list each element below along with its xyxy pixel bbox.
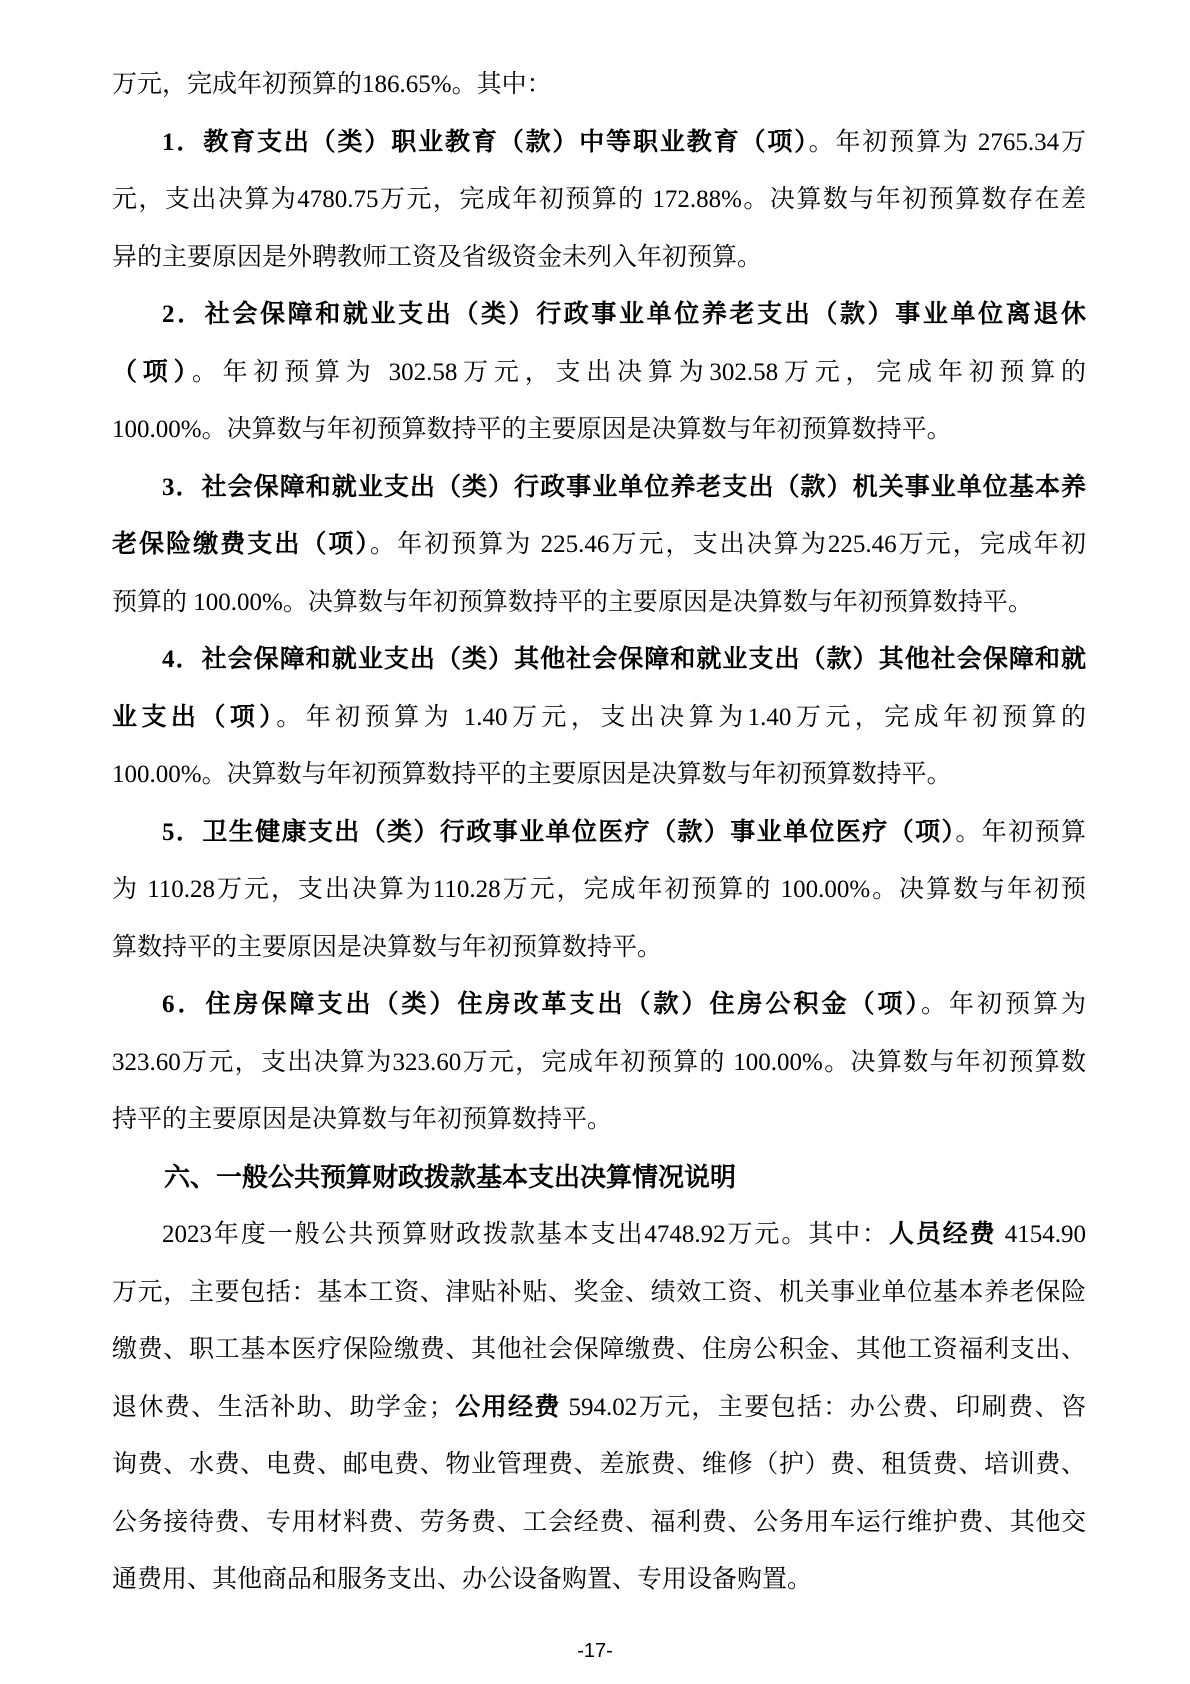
document-line xyxy=(112,286,1086,344)
text-run: 100.00%。决算数与年初预算数持平的主要原因是决算数与年初预算数持平。 xyxy=(112,761,952,788)
document-line xyxy=(112,804,1086,862)
text-run: 594.02万元，主要包括：办公费、印刷费、咨 xyxy=(560,1393,1086,1421)
paragraph xyxy=(112,976,1086,1149)
text-run: 。年初预算为 2765.34万 xyxy=(808,128,1086,156)
document-line xyxy=(112,1264,1086,1322)
document-line xyxy=(112,1551,1086,1609)
document-line xyxy=(112,861,1086,919)
paragraph xyxy=(112,56,1086,114)
text-run: 预算的 100.00%。决算数与年初预算数持平的主要原因是决算数与年初预算数持平。 xyxy=(112,588,1033,616)
text-run: 100.00%。决算数与年初预算数持平的主要原因是决算数与年初预算数持平。 xyxy=(112,416,952,443)
paragraph xyxy=(112,459,1086,632)
paragraph xyxy=(112,804,1086,977)
text-run: 公用经费 xyxy=(453,1393,561,1421)
document-line xyxy=(112,1436,1086,1494)
document-line xyxy=(112,574,1086,632)
text-run: 异的主要原因是外聘教师工资及省级资金未列入年初预算。 xyxy=(112,243,763,271)
paragraph xyxy=(112,631,1086,804)
paragraph xyxy=(112,1206,1086,1609)
paragraph xyxy=(112,286,1086,459)
text-run: 元，支出决算为4780.75万元，完成年初预算的 172.88%。决算数与年初预算数存在差 xyxy=(112,186,1086,213)
text-run: 缴费、职工基本医疗保险缴费、其他社会保障缴费、住房公积金、其他工资福利支出、 xyxy=(112,1336,1086,1363)
text-run: 为 110.28万元，支出决算为110.28万元，完成年初预算的 100.00%。决算数与年初预 xyxy=(112,876,1086,903)
document-line xyxy=(112,1321,1086,1379)
text-run: 2．社会保障和就业支出（类）行政事业单位养老支出（款）事业单位离退休 xyxy=(162,301,1086,328)
document-line xyxy=(112,459,1086,517)
document-line xyxy=(112,56,1086,114)
text-run: 人员经费 xyxy=(888,1221,997,1248)
document-line xyxy=(112,516,1086,574)
document-line xyxy=(112,1206,1086,1264)
document-line xyxy=(112,1149,1086,1207)
text-run: 4．社会保障和就业支出（类）其他社会保障和就业支出（款）其他社会保障和就 xyxy=(162,646,1086,673)
document-line xyxy=(112,631,1086,689)
text-run: 6．住房保障支出（类）住房改革支出（款）住房公积金（项） xyxy=(162,991,921,1018)
document-line xyxy=(112,401,1086,459)
document-line xyxy=(112,1091,1086,1149)
text-run: 。年初预算为 xyxy=(920,991,1086,1018)
document-line xyxy=(112,1494,1086,1552)
text-run: 。年初预算 xyxy=(955,818,1086,846)
text-run: 5．卫生健康支出（类）行政事业单位医疗（款）事业单位医疗（项） xyxy=(162,818,956,846)
document-line xyxy=(112,919,1086,977)
text-run: 老保险缴费支出（项） xyxy=(112,531,371,558)
document-line xyxy=(112,229,1086,287)
document-line xyxy=(112,114,1086,172)
text-run: 1．教育支出（类）职业教育（款）中等职业教育（项） xyxy=(162,128,809,156)
document-line xyxy=(112,1379,1086,1437)
text-run: 4154.90 xyxy=(996,1221,1086,1248)
text-run: 公务接待费、专用材料费、劳务费、工会经费、福利费、公务用车运行维护费、其他交 xyxy=(112,1508,1086,1536)
paragraph xyxy=(112,114,1086,287)
text-run: （项） xyxy=(112,358,192,386)
text-run: 持平的主要原因是决算数与年初预算数持平。 xyxy=(112,1106,613,1133)
text-run: 通费用、其他商品和服务支出、办公设备购置、专用设备购置。 xyxy=(112,1566,813,1593)
page-number: -17- xyxy=(577,1640,613,1662)
text-run: 。年初预算为 1.40万元，支出决算为1.40万元，完成年初预算的 xyxy=(276,703,1086,731)
text-run: 六、一般公共预算财政拨款基本支出决算情况说明 xyxy=(164,1161,737,1192)
text-run: 3．社会保障和就业支出（类）行政事业单位养老支出（款）机关事业单位基本养 xyxy=(162,473,1086,501)
text-run: 万元，主要包括：基本工资、津贴补贴、奖金、绩效工资、机关事业单位基本养老保险 xyxy=(112,1278,1086,1306)
text-run: 询费、水费、电费、邮电费、物业管理费、差旅费、维修（护）费、租赁费、培训费、 xyxy=(112,1451,1086,1478)
document-line xyxy=(112,1034,1086,1092)
text-run: 。年初预算为 225.46万元，支出决算为225.46万元，完成年初 xyxy=(370,531,1086,558)
document-line xyxy=(112,976,1086,1034)
text-run: 323.60万元，支出决算为323.60万元，完成年初预算的 100.00%。决算数与年初预算数 xyxy=(112,1048,1086,1076)
text-run: 业支出（项） xyxy=(112,703,277,731)
document-line xyxy=(112,344,1086,402)
document-line xyxy=(112,689,1086,747)
document-body xyxy=(112,56,1086,1609)
text-run: 退休费、生活补助、助学金； xyxy=(112,1393,454,1421)
text-run: 。年初预算为 302.58万元，支出决算为302.58万元，完成年初预算的 xyxy=(191,358,1086,386)
section-heading xyxy=(112,1149,1086,1207)
text-run: 万元，完成年初预算的186.65%。其中： xyxy=(112,71,552,98)
document-line xyxy=(112,746,1086,804)
document-line xyxy=(112,171,1086,229)
text-run: 2023年度一般公共预算财政拨款基本支出4748.92万元。其中： xyxy=(162,1221,889,1248)
text-run: 算数持平的主要原因是决算数与年初预算数持平。 xyxy=(112,933,663,961)
